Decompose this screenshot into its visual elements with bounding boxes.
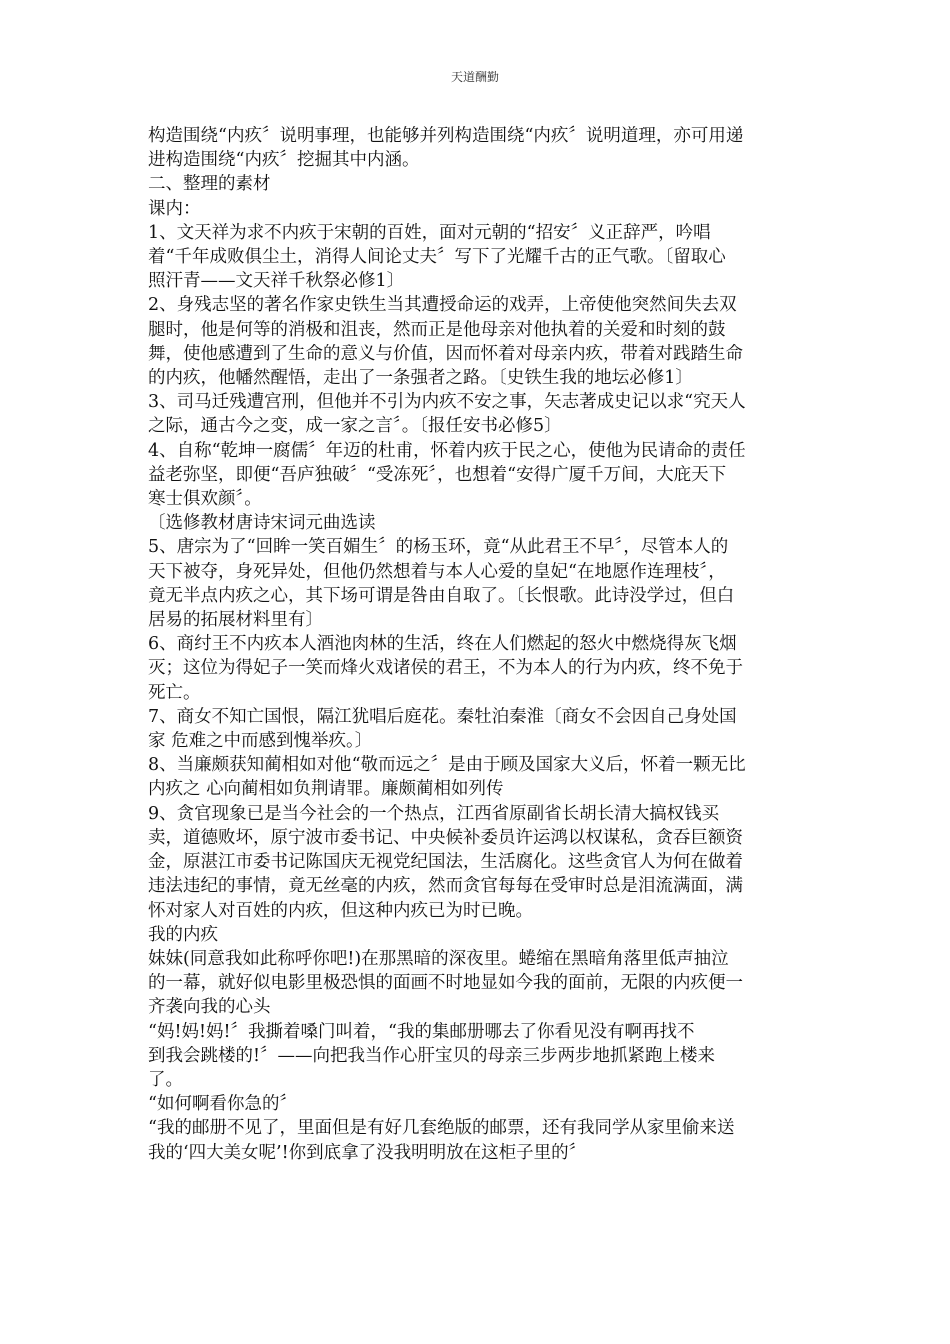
text-line: 腿时，他是何等的消极和沮丧，然而正是他母亲对他执着的关爱和时刻的鼓 (148, 319, 726, 340)
text-line: 怀对家人对百姓的内疚，但这种内疚已为时已晚。 (148, 900, 533, 921)
text-line: 8、当廉颇获知蔺相如对他“敬而远之〞是由于顾及国家大义后，怀着一颗无比 (148, 755, 746, 776)
text-line: 到我会跳楼的!〞——向把我当作心肝宝贝的母亲三步两步地抓紧跑上楼来 (148, 1045, 716, 1066)
text-line: 卖，道德败坏，原宁波市委书记、中央候补委员许运鸿以权谋私，贪吞巨额资 (148, 827, 743, 848)
text-line: 7、商女不知亡国恨，隔江犹唱后庭花。秦牡泊秦淮〔商女不会因自己身处国 (148, 706, 737, 727)
text-line: 进构造围绕“内疚〞挖掘其中内涵。 (148, 150, 420, 171)
page-header: 天道酬勤 (450, 70, 499, 84)
text-line: 了。 (148, 1069, 183, 1090)
text-line: 妹妹(同意我如此称呼你吧!)在那黑暗的深夜里。蜷缩在黑暗角落里低声抽泣 (148, 948, 729, 969)
text-line: 寒士俱欢颜〞。 (148, 489, 262, 510)
text-line: 〔选修教材唐诗宋词元曲选读 (148, 513, 376, 534)
section-heading: 二、整理的素材 (148, 174, 271, 195)
text-line: 灭；这位为得妃子一笑而烽火戏诸侯的君王，不为本人的行为内疚，终不免于 (148, 658, 743, 679)
document-body (148, 124, 800, 1165)
text-line: 2、身残志坚的著名作家史铁生当其遭授命运的戏弄，上帝使他突然间失去双 (148, 295, 737, 316)
text-line: 我的‘四大美女呢’!你到底拿了没我明明放在这柜子里的〞 (148, 1142, 587, 1163)
text-line: “如何啊看你急的〞 (148, 1094, 297, 1115)
text-line: 齐袭向我的心头 (148, 997, 271, 1018)
text-line: 构造围绕“内疚〞说明事理，也能够并列构造围绕“内疚〞说明道理，亦可用递 (148, 126, 744, 146)
text-line: 9、贪官现象已是当今社会的一个热点，江西省原副省长胡长清大搞权钱买 (148, 803, 720, 824)
text-line: 益老弥坚，即便“吾庐独破〞“受冻死〞，也想着“安得广厦千万间，大庇天下 (148, 464, 727, 485)
text-line: 内疚之 心向蔺相如负荆请罪。廉颇蔺相如列传 (148, 779, 504, 800)
text-line: 死亡。 (148, 682, 201, 703)
text-line: “妈!妈!妈!〞我撕着嗓门叫着，“我的集邮册哪去了你看见没有啊再找不 (148, 1021, 695, 1042)
text-line: 金，原湛江市委书记陈国庆无视党纪国法，生活腐化。这些贪官人为何在做着 (148, 852, 743, 873)
text-line: 的一幕，就好似电影里极恐惧的面画不时地显如今我的面前，无限的内疚便一 (148, 973, 743, 994)
text-line: 6、商纣王不内疚本人酒池肉林的生活，终在人们燃起的怒火中燃烧得灰飞烟 (148, 634, 737, 655)
text-line: 天下被夺，身死异处，但他仍然想着与本人心爱的皇妃“在地愿作连理枝〞， (148, 561, 726, 582)
text-line: 之际，通古今之变，成一家之言〞。〔报任安书必修5〕 (148, 416, 562, 437)
text-line: 居易的拓展材料里有〕 (148, 610, 323, 631)
text-line: 舞，使他感遭到了生命的意义与价值，因而怀着对母亲内疚，带着对践踏生命 (148, 343, 743, 364)
text-line: “我的邮册不见了，里面但是有好几套绝版的邮票，还有我同学从家里偷来送 (148, 1118, 735, 1139)
text-line: 4、自称“乾坤一腐儒〞年迈的杜甫，怀着内疚于民之心，使他为民请命的责任 (148, 440, 746, 461)
text-line: 3、司马迁残遭宫刑，但他并不引为内疚不安之事，矢志著成史记以求“究天人 (148, 392, 746, 413)
text-line: 的内疚，他幡然醒悟，走出了一条强者之路。〔史铁生我的地坛必修1〕 (148, 368, 693, 389)
text-line: 5、唐宗为了“回眸一笑百媚生〞的杨玉环，竟“从此君王不早〞，尽管本人的 (148, 537, 729, 558)
subsection-heading: 我的内疚 (148, 924, 218, 945)
text-line: 1、文天祥为求不内疚于宋朝的百姓，面对元朝的“招安〞义正辞严，吟唱 (148, 222, 711, 243)
text-line: 着“千年成败俱尘土，消得人间论丈夫〞写下了光耀千古的正气歌。〔留取心 (148, 247, 726, 268)
text-line: 竟无半点内疚之心，其下场可谓是咎由自取了。〔长恨歌。此诗没学过，但白 (148, 585, 735, 606)
text-line: 家 危难之中而感到愧举疚。〕 (148, 731, 373, 752)
subsection-heading: 课内： (148, 198, 201, 219)
text-line: 违法违纪的事情，竟无丝毫的内疚，然而贪官每每在受审时总是泪流满面，满 (148, 876, 743, 897)
text-line: 照汗青——文天祥千秋祭必修1〕 (148, 271, 405, 292)
